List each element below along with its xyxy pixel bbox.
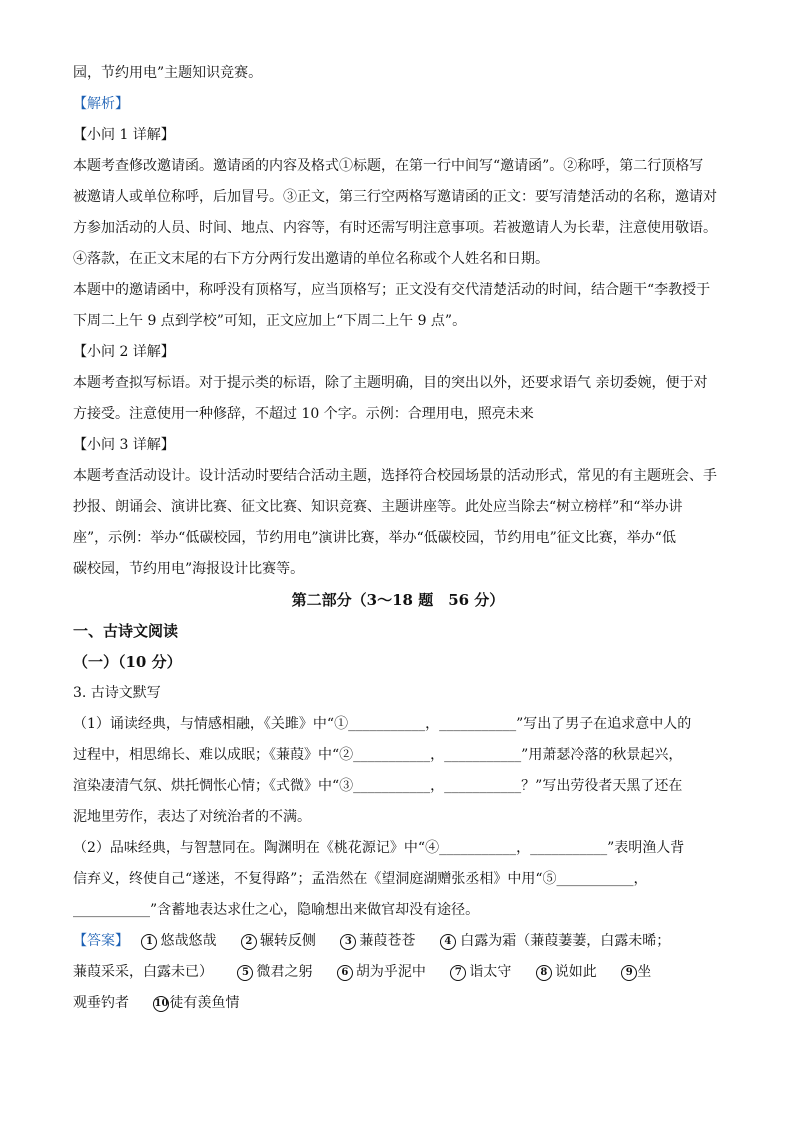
sub-question-2-tag: 【小问 2 详解】 bbox=[73, 344, 175, 360]
text-line: ④落款，在正文末尾的右下方分两行发出邀请的单位名称或个人姓名和日期。 bbox=[73, 251, 549, 267]
answer-item: 5 微君之躬 bbox=[237, 964, 312, 980]
answer-item: 4 白露为霜（蒹葭萋萋，白露未晞； bbox=[440, 933, 670, 949]
text-line: 下周二上午 9 点到学校”可知，正文应加上“下周二上午 9 点”。 bbox=[73, 313, 467, 329]
answer-item: 3 蒹葭苍苍 bbox=[340, 933, 415, 949]
document-page bbox=[73, 58, 723, 1019]
answer-line bbox=[73, 957, 723, 988]
answer-item: 8 说如此 bbox=[536, 964, 597, 980]
text-line: 渲染凄清气氛、烘托惆怅心情；《式微》中“③___________，___________？”写出劳役者天黑了还在 bbox=[73, 778, 683, 794]
text-line: 信弃义，终使自己“遂迷，不复得路”；孟浩然在《望洞庭湖赠张丞相》中用“⑤___________， bbox=[73, 871, 648, 887]
answer-number: 7 bbox=[450, 965, 466, 981]
text-line: （1）诵读经典，与情感相融，《关雎》中“①___________，___________”写出了男子在追求意中人的 bbox=[73, 716, 692, 732]
text-line: 过程中，相思绵长、难以成眠；《蒹葭》中“②___________，___________”用萧瑟冷落的秋景起兴， bbox=[73, 747, 683, 763]
text-line: 本题中的邀请函中，称呼没有顶格写，应当顶格写；正文没有交代清楚活动的时间，结合题干“李教授于 bbox=[73, 282, 711, 298]
subsection-heading: （一）（10 分） bbox=[73, 653, 182, 671]
text-line: 被邀请人或单位称呼，后加冒号。③正文，第三行空两格写邀请函的正文：要写清楚活动的名称，邀请对 bbox=[73, 189, 717, 205]
answer-line bbox=[73, 926, 723, 957]
section-heading: 一、古诗文阅读 bbox=[73, 622, 179, 640]
text-line: 泥地里劳作，表达了对统治者的不满。 bbox=[73, 809, 311, 825]
text-line: 座”，示例：举办“低碳校园，节约用电”演讲比赛，举办“低碳校园，节约用电”征文比赛，举办“低 bbox=[73, 530, 676, 546]
part-two-heading: 第二部分（3～18 题 56 分） bbox=[291, 591, 505, 609]
text-line: 园，节约用电”主题知识竞赛。 bbox=[73, 65, 263, 81]
answer-number: 1 bbox=[141, 934, 157, 950]
text-line: 抄报、朗诵会、演讲比赛、征文比赛、知识竞赛、主题讲座等。此处应当除去“树立榜样”和“举办讲 bbox=[73, 499, 683, 515]
answer-number: 4 bbox=[440, 934, 456, 950]
answer-item: 1 悠哉悠哉 bbox=[141, 933, 216, 949]
text-line: （2）品味经典，与智慧同在。陶渊明在《桃花源记》中“④___________，___________”表明渔人背 bbox=[73, 840, 685, 856]
text-line: 方接受。注意使用一种修辞，不超过 10 个字。示例：合理用电，照亮未来 bbox=[73, 406, 534, 422]
answer-item: 2 辗转反侧 bbox=[241, 933, 316, 949]
answer-tag: 【答案】 bbox=[73, 933, 129, 949]
text-line: 本题考查修改邀请函。邀请函的内容及格式①标题，在第一行中间写“邀请函”。②称呼，第二行顶格写 bbox=[73, 158, 704, 174]
text-line: 方参加活动的人员、时间、地点、内容等，有时还需写明注意事项。若被邀请人为长辈，注意使用敬语。 bbox=[73, 220, 717, 236]
answer-number: 6 bbox=[337, 965, 353, 981]
answer-number: 2 bbox=[241, 934, 257, 950]
answer-item: 10徒有羡鱼情 bbox=[154, 995, 240, 1011]
question-title: 3. 古诗文默写 bbox=[73, 685, 161, 701]
text-line: 碳校园，节约用电”海报设计比赛等。 bbox=[73, 561, 305, 577]
answer-number: 5 bbox=[237, 965, 253, 981]
text-line: 本题考查活动设计。设计活动时要结合活动主题，选择符合校园场景的活动形式，常见的有主题班会、手 bbox=[73, 468, 717, 484]
answer-item: 7 诣太守 bbox=[450, 964, 511, 980]
answer-number: 3 bbox=[340, 934, 356, 950]
text-line: 本题考查拟写标语。对于提示类的标语，除了主题明确，目的突出以外，还要求语气 亲切委婉，便于对 bbox=[73, 375, 708, 391]
answer-number: 9 bbox=[621, 965, 637, 981]
sub-question-1-tag: 【小问 1 详解】 bbox=[73, 127, 175, 143]
answer-line bbox=[73, 988, 723, 1019]
answer-number: 10 bbox=[153, 996, 169, 1012]
answer-item-continued: 观垂钓者 bbox=[73, 995, 129, 1011]
answer-item-continued: 蒹葭采采，白露未已） bbox=[73, 964, 213, 980]
text-line: ___________”含蓄地表达求仕之心，隐喻想出来做官却没有途径。 bbox=[73, 902, 480, 918]
answer-item: 6 胡为乎泥中 bbox=[337, 964, 426, 980]
sub-question-3-tag: 【小问 3 详解】 bbox=[73, 437, 175, 453]
answer-number: 8 bbox=[536, 965, 552, 981]
answer-item: 9 坐 bbox=[621, 964, 651, 980]
analysis-tag: 【解析】 bbox=[73, 96, 129, 112]
